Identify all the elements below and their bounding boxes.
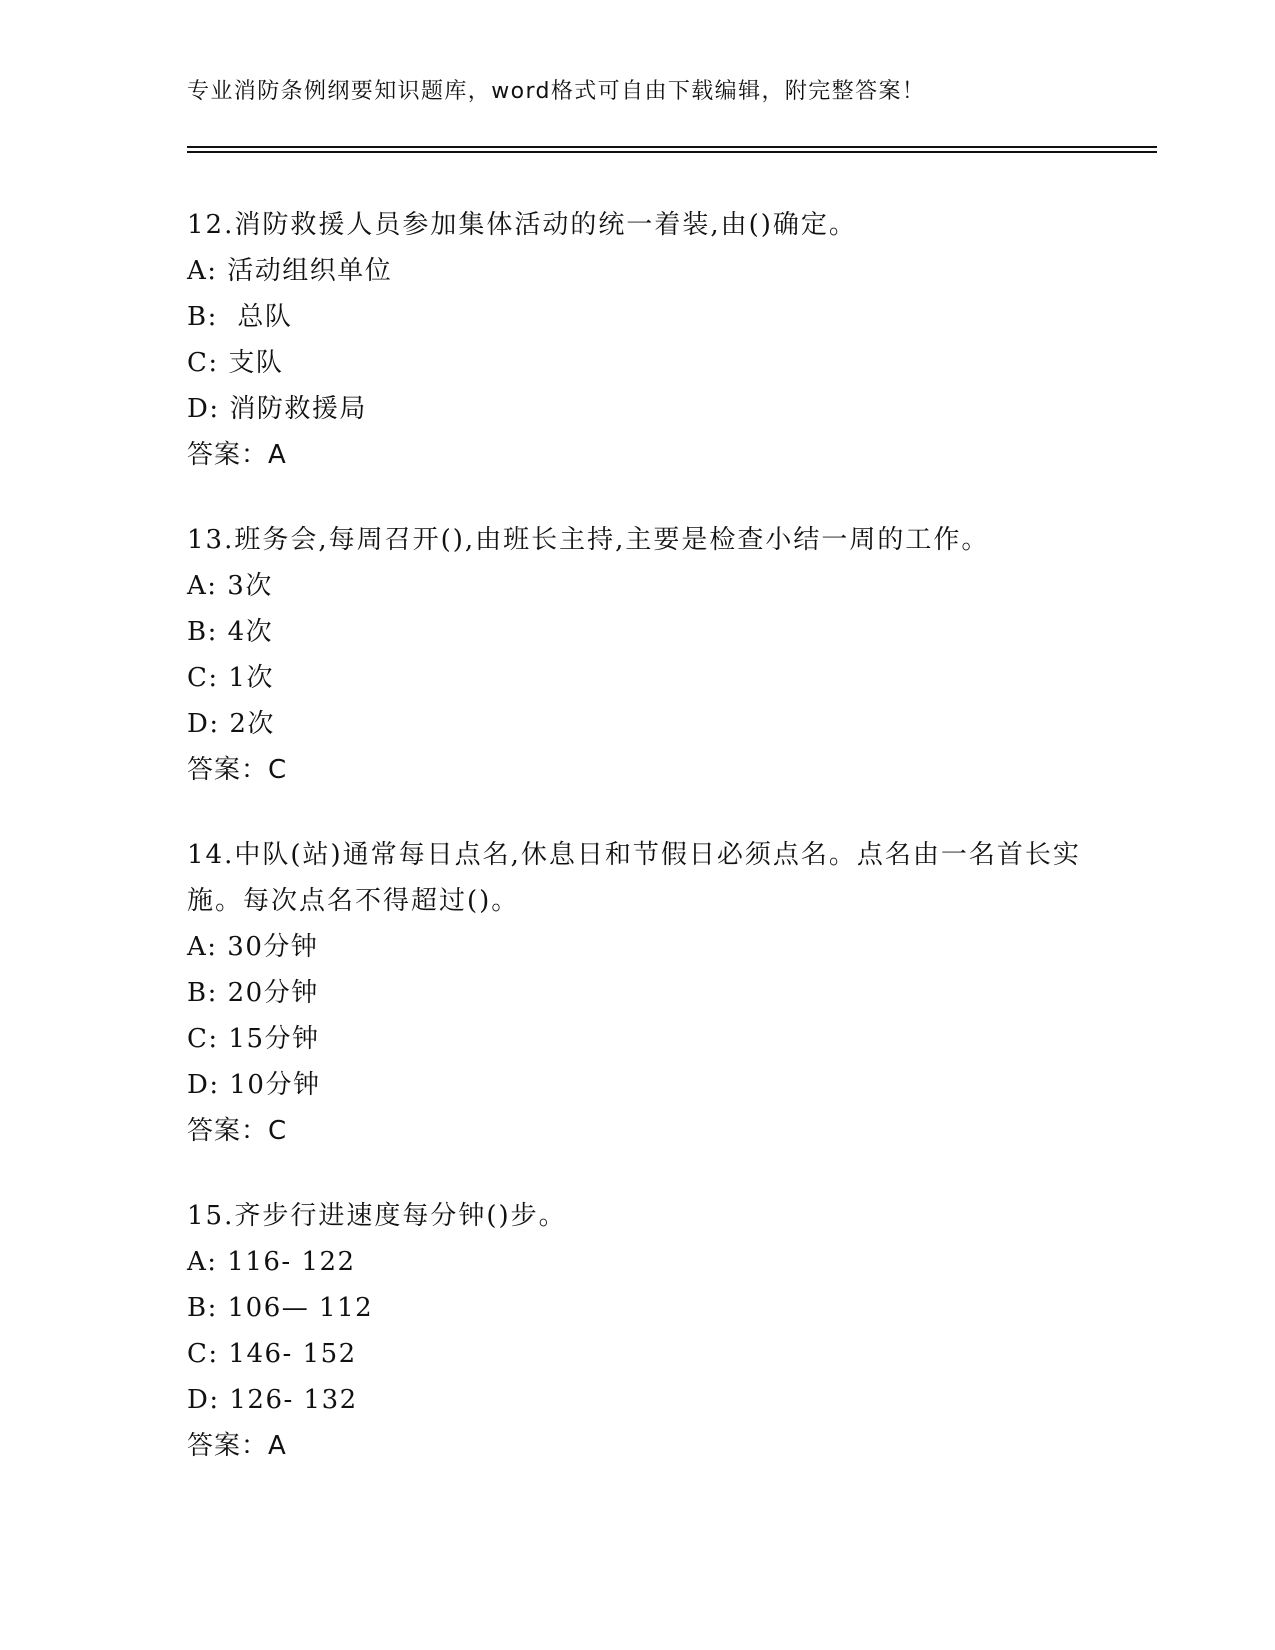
option-b: B: 4次: [187, 617, 274, 647]
page-header: 专业消防条例纲要知识题库，word格式可自由下载编辑，附完整答案！: [187, 79, 926, 104]
question-stem: 12.消防救援人员参加集体活动的统一着装,由()确定。: [187, 210, 857, 240]
option-d: D: 消防救援局: [187, 394, 367, 424]
answer-line: 答案：A: [187, 440, 287, 470]
answer-line: 答案：C: [187, 1116, 288, 1146]
option-c: C: 15分钟: [187, 1024, 320, 1054]
option-c: C: 1次: [187, 663, 274, 693]
option-a: A: 30分钟: [187, 932, 319, 962]
question-14: [187, 832, 1087, 1154]
option-d: D: 10分钟: [187, 1070, 321, 1100]
answer-line: 答案：C: [187, 755, 288, 785]
header-divider-bottom: [187, 151, 1157, 153]
option-a: A: 活动组织单位: [187, 256, 393, 286]
option-b: B: 总队: [187, 302, 293, 332]
question-15: [187, 1193, 1087, 1469]
option-c: C: 支队: [187, 348, 284, 378]
option-a: A: 3次: [187, 571, 273, 601]
question-stem: 14.中队(站)通常每日点名,休息日和节假日必须点名。点名由一名首长实施。每次点名不得超过()。: [187, 840, 1081, 916]
question-stem: 15.齐步行进速度每分钟()步。: [187, 1201, 567, 1231]
option-a: A: 116- 122: [187, 1247, 356, 1277]
option-b: B: 106— 112: [187, 1293, 374, 1323]
header-divider-top: [187, 146, 1157, 148]
option-d: D: 2次: [187, 709, 275, 739]
question-stem: 13.班务会,每周召开(),由班长主持,主要是检查小结一周的工作。: [187, 525, 990, 555]
option-b: B: 20分钟: [187, 978, 319, 1008]
question-list: [187, 202, 1087, 1508]
question-12: [187, 202, 1087, 478]
option-d: D: 126- 132: [187, 1385, 358, 1415]
answer-line: 答案：A: [187, 1431, 287, 1461]
question-13: [187, 517, 1087, 793]
option-c: C: 146- 152: [187, 1339, 357, 1369]
